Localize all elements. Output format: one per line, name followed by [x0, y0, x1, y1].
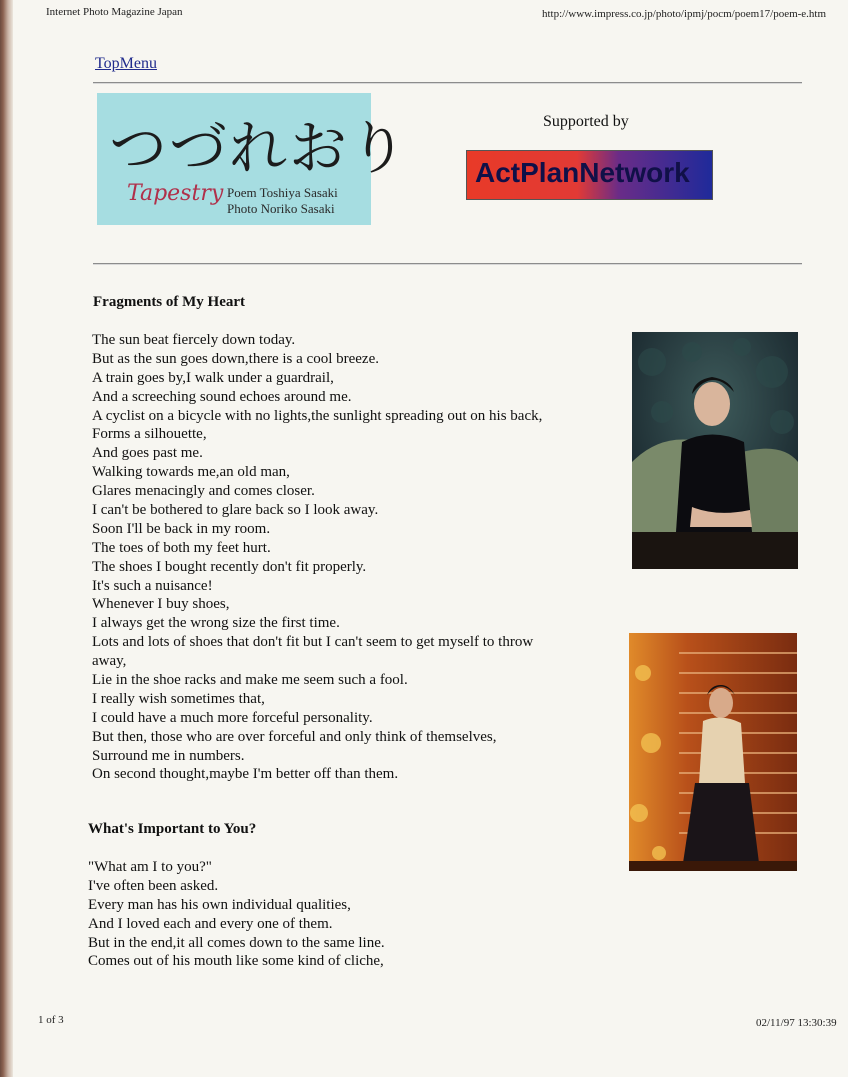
poem-line: Every man has his own individual qualities,	[88, 896, 351, 913]
photo-woman-seated-chair	[632, 332, 798, 569]
poem-line: I can't be bothered to glare back so I look away.	[92, 502, 379, 519]
poem-line: Lots and lots of shoes that don't fit but I can't seem to get myself to throw	[92, 634, 534, 651]
poem-line: I really wish sometimes that,	[92, 690, 265, 707]
poem-line: Glares menacingly and comes closer.	[92, 483, 315, 500]
poem-line: The shoes I bought recently don't fit properly.	[92, 558, 367, 575]
poem-line: Comes out of his mouth like some kind of cliche,	[88, 953, 384, 970]
poem-line: I always get the wrong size the first time.	[92, 615, 340, 632]
print-footer-timestamp: 02/11/97 13:30:39	[756, 1017, 837, 1029]
poem-line: But as the sun goes down,there is a cool breeze.	[92, 350, 379, 367]
poem-body	[88, 858, 385, 971]
poem-line: And goes past me.	[92, 445, 203, 462]
poem-line: But then, those who are over forceful and only think of themselves,	[92, 728, 497, 745]
print-header-url: http://www.impress.co.jp/photo/ipmj/pocm/poem17/poem-e.htm	[542, 8, 827, 20]
banner-credit-photo: Photo Noriko Sasaki	[227, 201, 335, 216]
print-header-title: Internet Photo Magazine Japan	[46, 6, 183, 18]
poem-line: Walking towards me,an old man,	[92, 464, 290, 481]
poem-line: On second thought,maybe I'm better off than them.	[92, 766, 399, 783]
page-left-edge	[0, 0, 13, 1077]
poem-line: It's such a nuisance!	[92, 577, 213, 594]
poem-line: I've often been asked.	[88, 877, 219, 894]
sponsor-banner-text: ActPlanNetwork	[475, 157, 690, 188]
poem-line: And a screeching sound echoes around me.	[92, 388, 352, 405]
poem-line: And I loved each and every one of them.	[88, 915, 333, 932]
poem-line: Lie in the shoe racks and make me seem such a fool.	[92, 672, 408, 689]
divider-top	[93, 82, 802, 84]
poem-line: The toes of both my feet hurt.	[92, 539, 271, 556]
poem-title: Fragments of My Heart	[93, 294, 246, 310]
poem-line: Surround me in numbers.	[92, 747, 245, 764]
poem-line: "What am I to you?"	[88, 859, 212, 875]
banner-credit-poem: Poem Toshiya Sasaki	[227, 185, 338, 200]
poem-title: What's Important to You?	[88, 821, 257, 837]
print-footer-page: 1 of 3	[38, 1014, 64, 1026]
poem-line: Soon I'll be back in my room.	[92, 520, 271, 537]
supported-by-label: Supported by	[543, 113, 629, 130]
tapestry-banner	[97, 93, 410, 225]
banner-japanese-title: つづれおり	[109, 114, 410, 182]
poem-body	[92, 331, 542, 784]
poem-line: away,	[92, 653, 127, 670]
poem-line: A cyclist on a bicycle with no lights,the sunlight spreading out on his back,	[92, 407, 543, 424]
poem-line: I could have a much more forceful personality.	[92, 709, 373, 726]
poem-line: A train goes by,I walk under a guardrail,	[92, 369, 334, 386]
photo-illustration	[632, 332, 798, 569]
sponsor-banner[interactable]	[466, 150, 713, 200]
poem-line: Whenever I buy shoes,	[92, 596, 230, 613]
banner-english-title: Tapestry	[127, 181, 224, 206]
poem-line: Forms a silhouette,	[92, 426, 207, 443]
poem-line: The sun beat fiercely down today.	[92, 332, 296, 348]
photo-woman-on-stairs	[629, 633, 797, 871]
poem-line: But in the end,it all comes down to the same line.	[88, 934, 385, 951]
top-menu-link[interactable]: TopMenu	[95, 55, 157, 72]
photo-illustration	[629, 633, 797, 871]
divider-bottom	[93, 263, 802, 265]
